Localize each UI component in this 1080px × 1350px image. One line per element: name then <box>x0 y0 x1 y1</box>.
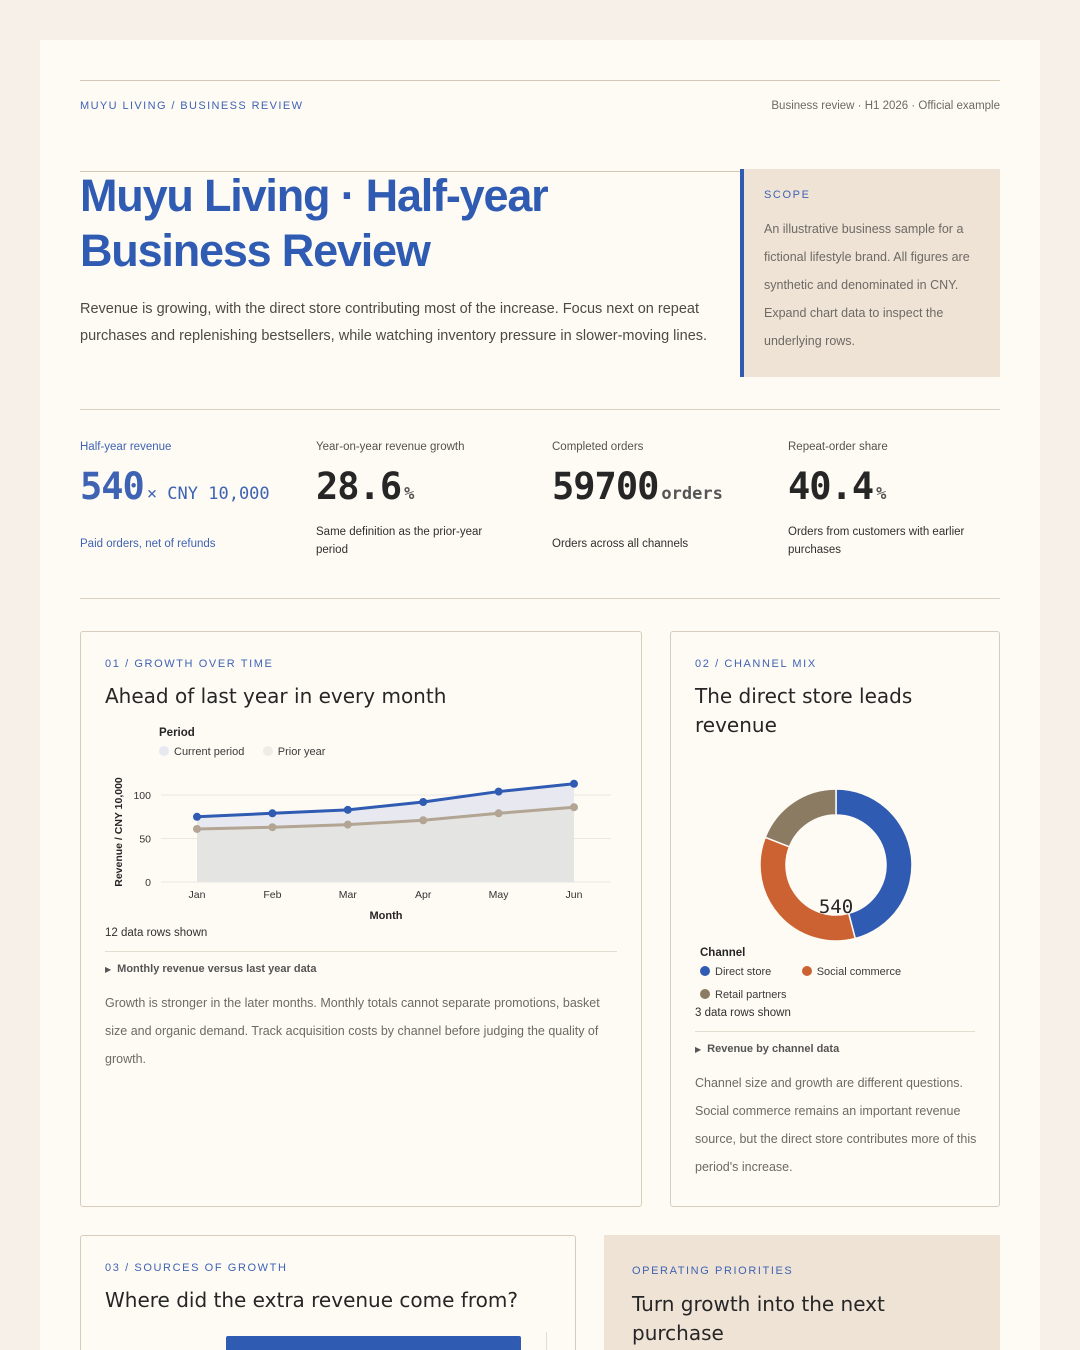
channel-eyebrow: 02 / CHANNEL MIX <box>695 658 817 670</box>
sources-card <box>80 1235 576 1350</box>
donut-slice <box>760 837 855 941</box>
data-point <box>419 816 427 824</box>
data-point <box>570 803 578 811</box>
y-tick-label: 50 <box>139 833 151 846</box>
masthead-meta: Business review · H1 2026 · Official example <box>771 100 1000 112</box>
data-point <box>495 788 503 796</box>
masthead <box>80 80 1000 172</box>
data-point <box>570 780 578 788</box>
x-tick-label: Jun <box>565 889 583 901</box>
legend-item-social-commerce[interactable]: Social commerce <box>802 966 901 978</box>
x-tick-label: May <box>488 889 509 901</box>
data-point <box>419 798 427 806</box>
kpi-strip <box>80 409 1000 599</box>
priorities-title: Turn growth into the next purchase <box>632 1292 885 1345</box>
x-tick-label: Feb <box>263 889 282 901</box>
growth-row-count: 12 data rows shown <box>105 927 208 939</box>
y-axis-title: Revenue / CNY 10,000 <box>113 777 125 887</box>
priorities-eyebrow: OPERATING PRIORITIES <box>632 1265 794 1277</box>
kpi-note: Orders across all channels <box>552 538 689 550</box>
kpi-note: Same definition as the prior-year period <box>316 526 483 556</box>
x-tick-label: Apr <box>415 889 432 901</box>
priorities-panel <box>604 1235 1000 1350</box>
kpi-value: 40.4 <box>788 465 874 508</box>
legend-item-direct-store[interactable]: Direct store <box>700 966 771 978</box>
y-tick-label: 0 <box>145 877 151 889</box>
sources-title: Where did the extra revenue come from? <box>105 1288 518 1312</box>
kpi-growth <box>316 410 526 600</box>
kpi-value: 59700 <box>552 465 659 508</box>
kpi-label: Completed orders <box>552 441 644 453</box>
data-point <box>344 806 352 814</box>
legend-swatch <box>700 989 710 999</box>
scope-text: An illustrative business sample for a fictional lifestyle brand. All figures are synthetic and denominated in CNY. Expand chart data to inspect the underlying rows. <box>764 222 970 348</box>
legend-item-prior[interactable]: Prior year <box>263 746 326 758</box>
growth-data-toggle[interactable]: ▶ Monthly revenue versus last year data <box>105 951 617 975</box>
scope-label: SCOPE <box>764 189 811 201</box>
kpi-label: Half-year revenue <box>80 441 172 453</box>
kpi-repeat <box>788 410 998 600</box>
kpi-label: Repeat-order share <box>788 441 888 453</box>
report-page <box>40 40 1040 1350</box>
y-tick-label: 100 <box>133 790 151 803</box>
channel-card <box>670 631 1000 1207</box>
x-axis-title: Month <box>369 910 403 922</box>
disclosure-triangle-icon: ▶ <box>105 965 112 974</box>
revenue-line-chart <box>81 632 641 932</box>
kpi-note: Paid orders, net of refunds <box>80 538 216 550</box>
sources-gridline <box>546 1332 547 1350</box>
data-point <box>495 809 503 817</box>
x-tick-label: Jan <box>188 889 206 901</box>
data-point <box>344 821 352 829</box>
kpi-unit: % <box>404 484 415 504</box>
sources-bar <box>226 1336 521 1350</box>
channel-data-toggle[interactable]: ▶ Revenue by channel data <box>695 1031 975 1055</box>
data-point <box>268 809 276 817</box>
legend-item-current[interactable]: Current period <box>159 746 244 758</box>
channel-row-count: 3 data rows shown <box>695 1007 791 1019</box>
growth-title: Ahead of last year in every month <box>105 684 447 708</box>
kpi-label: Year-on-year revenue growth <box>316 441 465 453</box>
channel-title: The direct store leads revenue <box>695 684 913 737</box>
data-point <box>193 825 201 833</box>
kpi-unit: orders <box>661 484 723 504</box>
channel-note: Channel size and growth are different questions. Social commerce remains an important revenue source, but the direct store contributes more of this period's increase. <box>695 1076 977 1174</box>
line-legend-title: Period <box>159 727 195 739</box>
data-point <box>268 823 276 831</box>
kpi-revenue <box>80 410 290 600</box>
kpi-orders <box>552 410 762 600</box>
growth-eyebrow: 01 / GROWTH OVER TIME <box>105 658 274 670</box>
donut-legend <box>700 947 980 1003</box>
masthead-kicker: MUYU LIVING / BUSINESS REVIEW <box>80 100 304 112</box>
data-point <box>193 813 201 821</box>
growth-note: Growth is stronger in the later months. Monthly totals cannot separate promotions, basket size and organic demand. Track acquisition costs by channel before judging the quality of growth. <box>105 996 600 1066</box>
legend-swatch <box>700 966 710 976</box>
kpi-unit: % <box>876 484 887 504</box>
legend-swatch <box>802 966 812 976</box>
kpi-value: 28.6 <box>316 465 402 508</box>
channel-donut-chart <box>671 752 1001 952</box>
legend-item-retail-partners[interactable]: Retail partners <box>700 989 787 1001</box>
donut-legend-title: Channel <box>700 947 746 959</box>
disclosure-triangle-icon: ▶ <box>695 1045 702 1054</box>
kpi-note: Orders from customers with earlier purchases <box>788 526 965 556</box>
growth-card <box>80 631 642 1207</box>
donut-slice <box>765 789 836 847</box>
x-tick-label: Mar <box>338 889 357 901</box>
donut-center-total: 540 <box>818 896 854 918</box>
scope-panel <box>740 169 1000 377</box>
hero-lead: Revenue is growing, with the direct store contributing most of the increase. Focus next on repeat purchases and replenishing bestsellers, while watching inventory pressure in slower-moving lines. <box>80 301 708 344</box>
sources-eyebrow: 03 / SOURCES OF GROWTH <box>105 1262 288 1274</box>
kpi-value: 540 <box>80 465 144 508</box>
page-title: Muyu Living · Half-year Business Review <box>80 170 548 276</box>
kpi-unit: × CNY 10,000 <box>146 484 270 504</box>
